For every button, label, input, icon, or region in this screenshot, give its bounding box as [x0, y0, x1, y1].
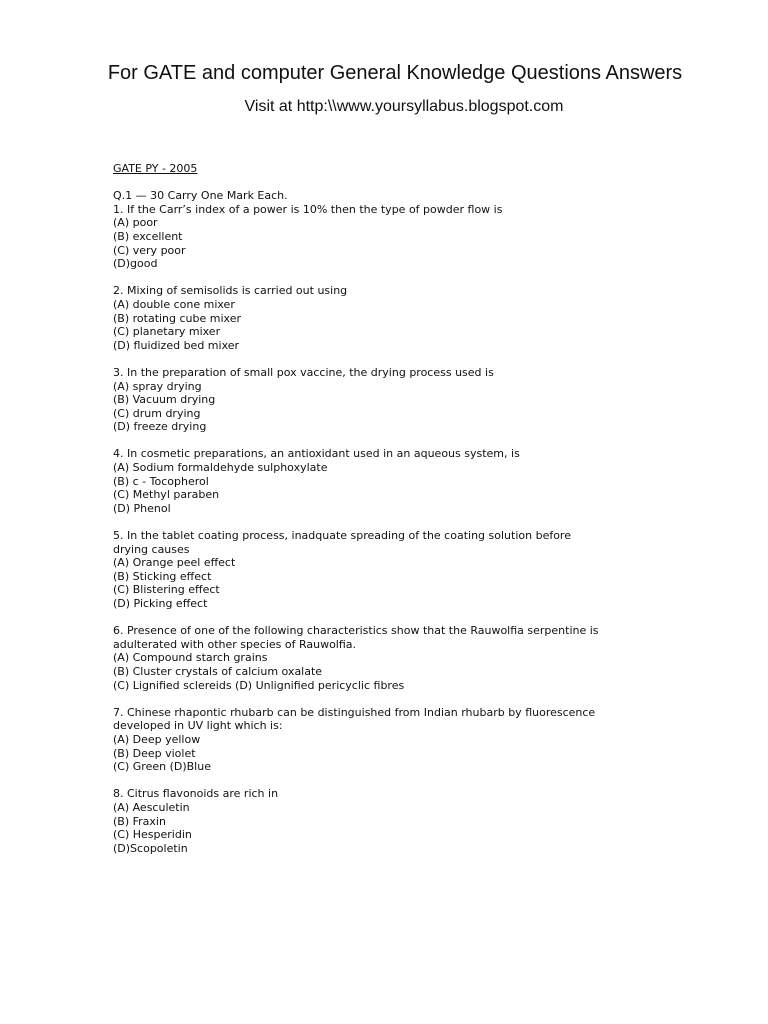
answer-option: (C) Blistering effect: [113, 583, 220, 597]
answer-option: (B) Cluster crystals of calcium oxalate: [113, 664, 323, 678]
answer-option: (B) Sticking effect: [113, 569, 212, 583]
answer-option: (D) Picking effect: [113, 597, 208, 610]
answer-option: (D) fluidized bed mixer: [113, 338, 240, 352]
answer-option: (B) excellent: [113, 229, 183, 243]
answer-option: (A) Compound starch grains: [113, 651, 268, 665]
question-block: [113, 447, 723, 515]
answer-option: (A) Aesculetin: [113, 800, 190, 814]
question-block: [113, 706, 723, 774]
question-text: 8. Citrus flavonoids are rich in: [113, 787, 279, 801]
section-title: Q.1 — 30 Carry One Mark Each.: [113, 189, 288, 203]
answer-option: (C) very poor: [113, 243, 186, 257]
page-header-subtitle: Visit at http:\\www.yoursyllabus.blogspot.com: [244, 98, 564, 115]
question-text: 6. Presence of one of the following characteristics show that the Rauwolfia serpentine is adulterated with other species of Rauwolfia.: [113, 624, 599, 651]
question-text: 4. In cosmetic preparations, an antioxidant used in an aqueous system, is: [113, 447, 520, 461]
question-content: [113, 162, 723, 869]
answer-option: (C) drum drying: [113, 406, 201, 420]
question-text: 1. If the Carr’s index of a power is 10% then the type of powder flow is: [113, 202, 503, 216]
answer-option: (C) Hesperidin: [113, 828, 192, 842]
answer-option: (D)Scopoletin: [113, 841, 188, 855]
question-block: [113, 624, 723, 692]
question-block: [113, 284, 723, 352]
answer-option: (A) poor: [113, 216, 158, 230]
question-text: 3. In the preparation of small pox vaccine, the drying process used is: [113, 365, 494, 379]
question-block: [113, 203, 723, 271]
answer-option: (C) planetary mixer: [113, 325, 221, 339]
answer-option: (A) Orange peel effect: [113, 556, 236, 570]
question-list: [113, 203, 723, 856]
question-text: 5. In the tablet coating process, inadquate spreading of the coating solution before drying causes: [113, 529, 571, 556]
question-block: [113, 366, 723, 434]
question-text: 2. Mixing of semisolids is carried out using: [113, 284, 348, 298]
answer-option: (B) rotating cube mixer: [113, 311, 242, 325]
answer-option: (C) Methyl paraben: [113, 488, 220, 502]
answer-option: (B) c - Tocopherol: [113, 474, 209, 488]
question-text: 7. Chinese rhapontic rhubarb can be distinguished from Indian rhubarb by fluorescence developed in UV light which is:: [113, 705, 596, 733]
answer-option: (A) Deep yellow: [113, 732, 201, 746]
page-header-title: For GATE and computer General Knowledge Questions Answers: [107, 62, 683, 84]
exam-title: GATE PY - 2005: [113, 162, 198, 175]
answer-option: (B) Deep violet: [113, 746, 196, 760]
answer-option: (C) Lignified sclereids (D) Unlignified pericyclic fibres: [113, 678, 405, 692]
answer-option: (D)good: [113, 257, 158, 271]
answer-option: (A) Sodium formaldehyde sulphoxylate: [113, 461, 328, 475]
answer-option: (A) spray drying: [113, 379, 202, 393]
answer-option: (B) Fraxin: [113, 814, 166, 828]
question-block: [113, 787, 723, 855]
answer-option: (B) Vacuum drying: [113, 393, 216, 407]
answer-option: (D) Phenol: [113, 501, 171, 515]
question-block: [113, 529, 723, 611]
answer-option: (D) freeze drying: [113, 420, 207, 434]
answer-option: (C) Green (D)Blue: [113, 760, 211, 774]
answer-option: (A) double cone mixer: [113, 297, 235, 311]
